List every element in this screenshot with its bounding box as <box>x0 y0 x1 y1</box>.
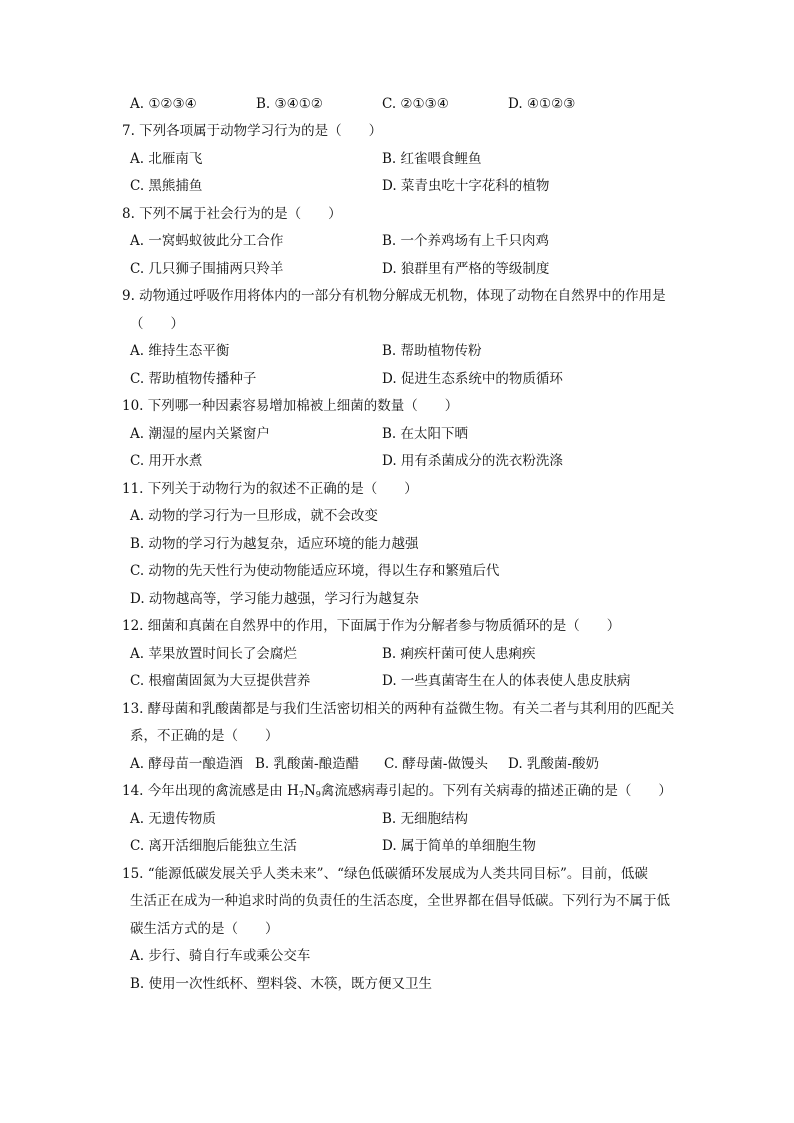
q14-stem-mid: N <box>303 783 316 799</box>
q14-subscript-1: 7 <box>298 790 304 799</box>
q7-option-a: A. 北雁南飞 <box>130 151 203 167</box>
q12-stem: 12. 细菌和真菌在自然界中的作用，下面属于作为分解者参与物质循环的是（ ） <box>122 618 621 634</box>
q14-option-b: B. 无细胞结构 <box>382 811 469 827</box>
q13-option-b: B. 乳酸菌-酿造醋 <box>255 756 360 772</box>
q9-option-c: C. 帮助植物传播种子 <box>130 371 257 387</box>
q6-option-c: C. ②①③④ <box>382 96 449 112</box>
q14-option-c: C. 离开活细胞后能独立生活 <box>130 838 297 854</box>
q14-stem <box>122 785 672 799</box>
q13-option-a: A. 酵母苗一酿造酒 <box>130 756 243 772</box>
q11-stem: 11. 下列关于动物行为的叙述不正确的是（ ） <box>122 481 418 497</box>
q15-option-a: A. 步行、骑自行车或乘公交车 <box>130 948 311 964</box>
q14-stem-post: 禽流感病毒引起的。下列有关病毒的描述正确的是（ ） <box>320 783 672 799</box>
q10-stem: 10. 下列哪一种因素容易增加棉被上细菌的数量（ ） <box>122 398 459 414</box>
q6-option-d: D. ④①②③ <box>508 96 576 112</box>
q13-option-d: D. 乳酸菌-酸奶 <box>508 756 599 772</box>
q10-option-a: A. 潮湿的屋内关紧窗户 <box>130 426 270 442</box>
q12-option-a: A. 苹果放置时间长了会腐烂 <box>130 646 297 662</box>
q15-stem-line-2: 生活正在成为一种追求时尚的负责任的生活态度，全世界都在倡导低碳。下列行为不属于低 <box>130 893 670 909</box>
q13-option-c: C. 酵母菌-做馒头 <box>384 756 488 772</box>
q6-option-a: A. ①②③④ <box>130 96 197 112</box>
q11-option-c: C. 动物的先天性行为使动物能适应环境，得以生存和繁殖后代 <box>130 563 500 579</box>
q6-option-b: B. ③④①② <box>256 96 323 112</box>
q15-stem-line-1: 15. “能源低碳发展关乎人类未来”、“绿色低碳循环发展成为人类共同目标”。目前，低碳 <box>122 866 648 882</box>
q11-option-b: B. 动物的学习行为越复杂，适应环境的能力越强 <box>130 536 419 552</box>
q14-option-d: D. 属于简单的单细胞生物 <box>382 838 536 854</box>
q12-option-c: C. 根瘤菌固氮为大豆提供营养 <box>130 673 311 689</box>
q15-stem-line-3: 碳生活方式的是（ ） <box>130 921 279 937</box>
q8-option-d: D. 狼群里有严格的等级制度 <box>382 261 550 277</box>
q15-option-b: B. 使用一次性纸杯、塑料袋、木筷，既方便又卫生 <box>130 976 433 992</box>
q7-option-c: C. 黑熊捕鱼 <box>130 178 203 194</box>
q7-stem: 7. 下列各项属于动物学习行为的是（ ） <box>122 123 383 139</box>
q12-option-b: B. 痢疾杆菌可使人患痢疾 <box>382 646 536 662</box>
q8-option-a: A. 一窝蚂蚁彼此分工合作 <box>130 233 284 249</box>
q14-stem-pre: 14. 今年出现的禽流感是由 H <box>122 783 299 799</box>
q11-option-d: D. 动物越高等，学习能力越强，学习行为越复杂 <box>130 591 419 607</box>
q9-option-a: A. 维持生态平衡 <box>130 343 230 359</box>
q13-stem-line-1: 13. 酵母菌和乳酸菌都是与我们生活密切相关的两种有益微生物。有关二者与其利用的匹配关 <box>122 701 675 717</box>
q7-option-b: B. 红雀喂食鲤鱼 <box>382 151 482 167</box>
q9-stem-line-1: 9. 动物通过呼吸作用将体内的一部分有机物分解成无机物，体现了动物在自然界中的作用是 <box>122 288 666 304</box>
q9-stem-line-2: （ ） <box>130 316 184 332</box>
q10-option-d: D. 用有杀菌成分的洗衣粉洗涤 <box>382 453 563 469</box>
q13-stem-line-2: 系，不正确的是（ ） <box>130 728 279 744</box>
q8-option-c: C. 几只狮子围捕两只羚羊 <box>130 261 284 277</box>
q14-option-a: A. 无遗传物质 <box>130 811 216 827</box>
q7-option-d: D. 菜青虫吃十字花科的植物 <box>382 178 550 194</box>
q8-stem: 8. 下列不属于社会行为的是（ ） <box>122 206 342 222</box>
q11-option-a: A. 动物的学习行为一旦形成，就不会改变 <box>130 508 378 524</box>
q9-option-b: B. 帮助植物传粉 <box>382 343 482 359</box>
q12-option-d: D. 一些真菌寄生在人的体表使人患皮肤病 <box>382 673 631 689</box>
q9-option-d: D. 促进生态系统中的物质循环 <box>382 371 563 387</box>
q10-option-b: B. 在太阳下晒 <box>382 426 469 442</box>
q14-subscript-2: 9 <box>315 790 321 799</box>
q10-option-c: C. 用开水煮 <box>130 453 203 469</box>
q8-option-b: B. 一个养鸡场有上千只肉鸡 <box>382 233 550 249</box>
